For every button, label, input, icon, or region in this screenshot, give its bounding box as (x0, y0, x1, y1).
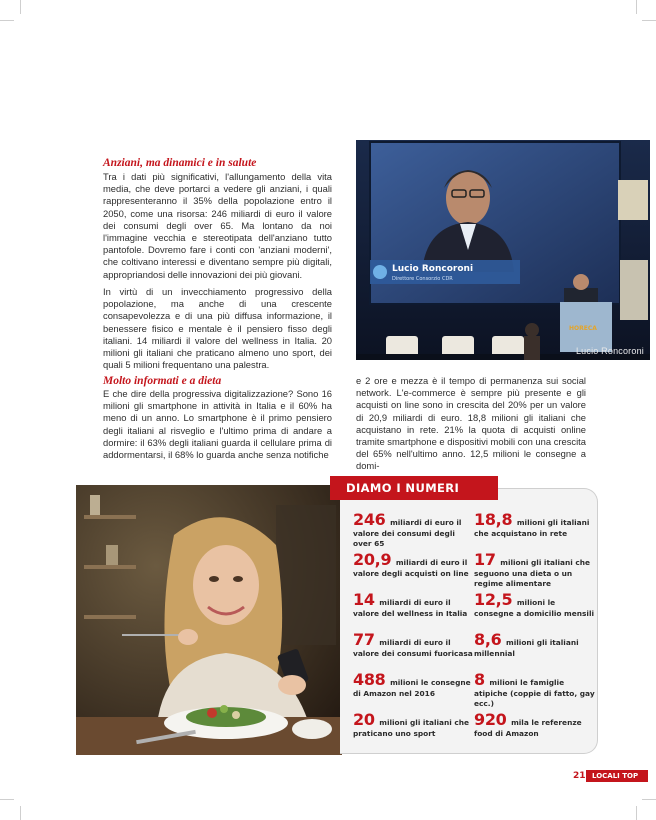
podium-logo: HORECA (569, 325, 597, 332)
stat-item (353, 552, 475, 579)
crop-mark (0, 799, 14, 800)
woman-eating-photo (76, 485, 342, 755)
stat-text: mila le referenze food di Amazon (474, 718, 582, 738)
stat-number: 8,6 (474, 630, 502, 649)
stat-text: miliardi di euro il valore degli acquisti on line (353, 558, 469, 578)
crop-mark (636, 806, 637, 820)
numbers-box-title: DIAMO I NUMERI (330, 476, 498, 500)
stat-number: 18,8 (474, 510, 513, 529)
article-paragraph: e 2 ore e mezza è il tempo di permanenza sui social network. L'e-commerce è sempre più presente e gli acquisti on line sono in crescita del 20% per un valore di 20,9 miliardi di euro. 18,8 milioni gli italiani che acquistano in rete. 21% la quota di acquisti online tramite smartphone e dispositivi mobili con una crescita del 65% nell'ultimo anno. 12,5 milioni le consegne a domi- (356, 375, 586, 472)
photo-caption: Lucio Roncoroni (575, 346, 644, 356)
stat-item (353, 632, 475, 659)
speaker-photo-illustration (356, 140, 650, 360)
stat-item (353, 512, 475, 550)
stat-text: miliardi di euro il valore del wellness in Italia (353, 598, 468, 618)
stat-text: milioni gli italiani millennial (474, 638, 579, 658)
stat-number: 12,5 (474, 590, 513, 609)
crop-mark (20, 0, 21, 14)
stat-text: milioni gli italiani che seguono una dieta o un regime alimentare (474, 558, 591, 588)
speaker-photo (356, 140, 650, 360)
crop-mark (20, 806, 21, 820)
stat-number: 920 (474, 710, 507, 729)
stat-item (474, 672, 596, 710)
stat-number: 488 (353, 670, 386, 689)
stat-number: 246 (353, 510, 386, 529)
stat-number: 14 (353, 590, 375, 609)
stat-number: 8 (474, 670, 485, 689)
woman-eating-illustration (76, 485, 342, 755)
section-heading-informati: Molto informati e a dieta (103, 375, 222, 387)
article-paragraph: Tra i dati più significativi, l'allungamento della vita media, che deve portarci a vedere gli anziani, i quali rappresenteranno il 35% della popolazione entro il 2050, come una risorsa: 246 miliardi di euro il valore dei consumi degli over 65. Ma lontano da noi l'immagine vecchia e stereotipata dell'anziano tutto pantofole. Dovremo fare i conti con 'anziani moderni', che coltivano interessi e diventano sempre più digitali, appropriandosi delle innovazioni dei più giovani. (103, 171, 332, 280)
stat-number: 17 (474, 550, 496, 569)
crop-mark (642, 20, 656, 21)
crop-mark (0, 20, 14, 21)
stat-number: 20 (353, 710, 375, 729)
stat-item (474, 632, 596, 659)
stat-item (474, 592, 596, 619)
stat-item (474, 712, 596, 739)
section-heading-anziani: Anziani, ma dinamici e in salute (103, 157, 257, 169)
stat-text: miliardi di euro il valore dei consumi degli over 65 (353, 518, 462, 548)
stat-text: milioni le consegne a domicilio mensili (474, 598, 595, 618)
stat-text: milioni gli italiani che acquistano in rete (474, 518, 590, 538)
section-tag: LOCALI TOP (586, 770, 648, 782)
stat-number: 20,9 (353, 550, 392, 569)
stat-number: 77 (353, 630, 375, 649)
article-paragraph: In virtù di un invecchiamento progressivo della popolazione, ma anche di una crescente consapevolezza e di una più diffusa informazione, il benessere fisico e mentale è il pensiero fisso degli italiani. 14 miliardi il valore del wellness in Italia. 20 milioni gli italiani che praticano almeno uno sport, dei quali 5 milioni frequentano una palestra. (103, 286, 332, 371)
stat-item (474, 512, 596, 539)
crop-mark (636, 0, 637, 14)
article-paragraph: E che dire della progressiva digitalizzazione? Sono 16 milioni gli smartphone in attività in Italia e il 60% ha meno di un anno. Lo smartphone è il primo pensiero degli italiani al risveglio e l'ultimo prima di andare a dormire: il 63% degli italiani guarda il cellulare prima di addormentarsi, il 68% lo guarda anche senza notifiche (103, 388, 332, 461)
stat-item (353, 712, 475, 739)
screen-name: Lucio Roncoroni (392, 264, 474, 274)
stat-text: milioni le consegne di Amazon nel 2016 (353, 678, 471, 698)
stat-text: miliardi di euro il valore dei consumi fuoricasa (353, 638, 473, 658)
stat-item (353, 592, 475, 619)
stat-text: milioni le famiglie atipiche (coppie di fatto, gay ecc.) (474, 678, 595, 708)
stat-text: milioni gli italiani che praticano uno sport (353, 718, 470, 738)
page-number: 21 (573, 771, 586, 781)
stat-item (353, 672, 475, 699)
stat-item (474, 552, 596, 590)
crop-mark (642, 799, 656, 800)
screen-role: Direttore Consorzio CDR (392, 276, 453, 282)
